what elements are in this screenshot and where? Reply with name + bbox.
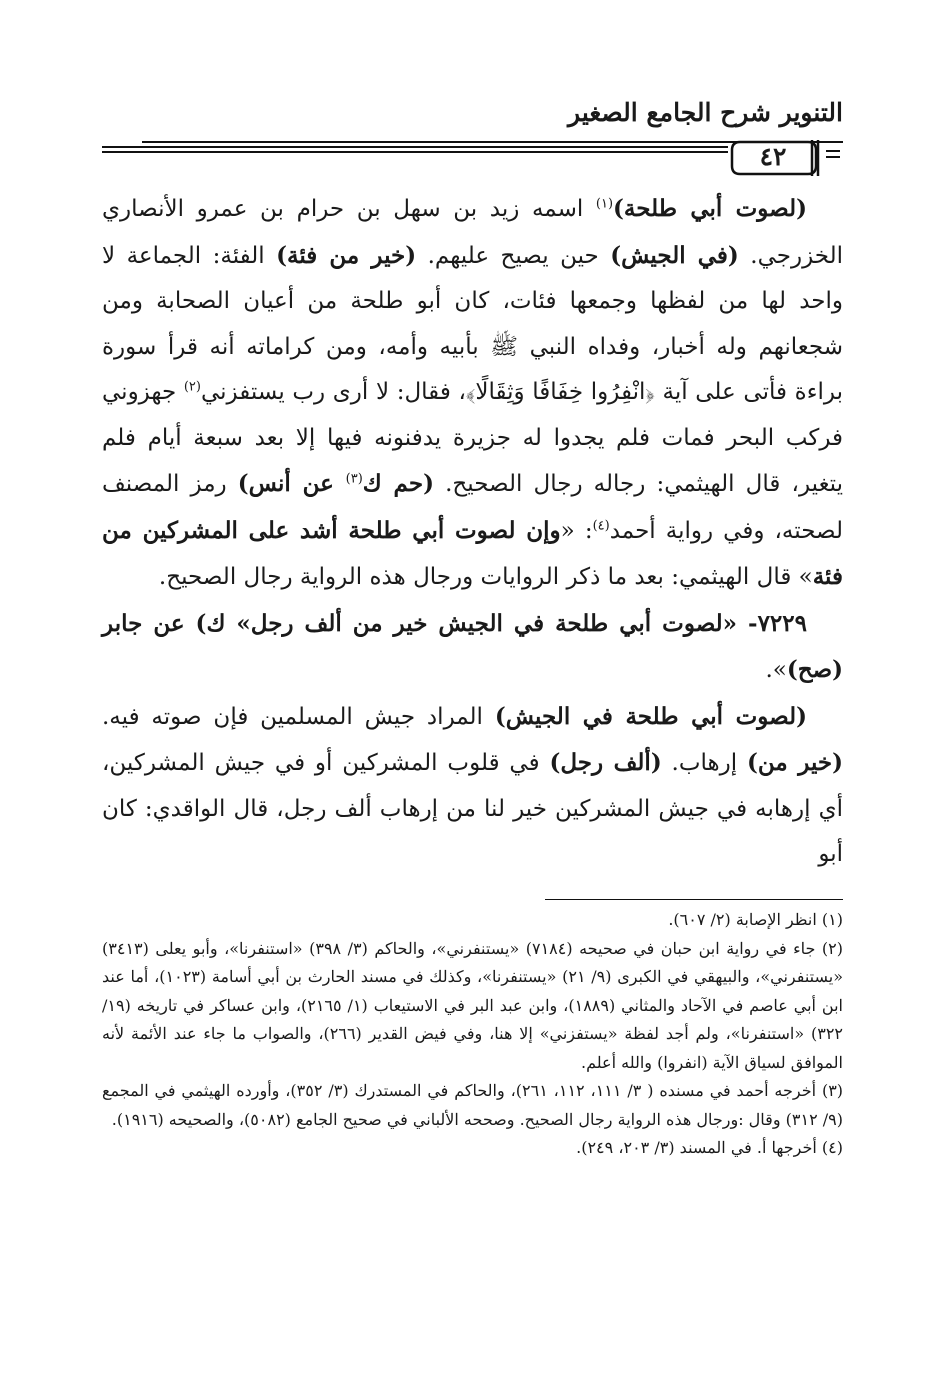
lemma: (في الجيش) xyxy=(610,241,739,269)
footnote-separator xyxy=(545,899,843,900)
lemma: (خير من فئة) xyxy=(276,241,417,269)
footnote-1: (١) انظر الإصابة (٢/ ٦٠٧). xyxy=(668,910,843,929)
source-code: عن أنس) xyxy=(237,470,346,497)
footnote-ref: (٣) xyxy=(345,471,363,487)
paragraph-commentary-1 xyxy=(102,186,843,601)
text-run: اسمه زيد بن سهل بن حرام بن عمرو الأنصاري الخزرجي. xyxy=(102,196,843,269)
lemma: (لصوت أبي طلحة) xyxy=(613,195,807,222)
lemma: (لصوت أبي طلحة في الجيش) xyxy=(494,702,807,730)
footnote-ref: (٢) xyxy=(183,379,201,395)
hadith-text: ٧٢٢٩- «لصوت أبي طلحة في الجيش خير من ألف رجل» ك) عن جابر (صح) xyxy=(102,609,843,683)
paragraph-commentary-2 xyxy=(102,694,843,878)
text-run: رمز المصنف لصحته، وفي رواية أحمد xyxy=(102,471,843,544)
running-title: التنوير شرح الجامع الصغير xyxy=(568,98,843,127)
lemma: (ألف رجل) xyxy=(549,749,662,776)
text-run: المراد جيش المسلمين فإن صوته فيه. xyxy=(102,703,495,730)
text-run: حين يصيح عليهم. xyxy=(416,242,611,269)
page-number-frame xyxy=(728,138,820,178)
header-rule-middle xyxy=(102,146,728,148)
footnotes xyxy=(102,906,843,1163)
text-run: في قلوب المشركين أو في جيش المشركين، أي إرهابه في جيش المشركين خير لنا من إرهاب ألف رجل، قال الواقدي: كان أبو xyxy=(102,750,843,867)
footnote-3: (٣) أخرجه أحمد في مسنده ( ٣/ ١١١، ١١٢، ٢٦١)، والحاكم في المستدرك (٣/ ٣٥٢)، وأورده الهيثمي في المجمع (٩/ ٣١٢) وقال :ورجال هذه الرواية رجال الصحيح. وصححه الألباني في صحيح الجامع (٥٠٨٢)، والصحيحه (١٩١٦). xyxy=(102,1081,844,1129)
text-run: ». xyxy=(765,657,787,683)
header-dash xyxy=(826,150,840,158)
text-run: جهزوني فركب البحر فمات فلم يجدوا له جزيرة يدفنونه فيها إلا بعد سبعة أيام فلم يتغير، قال الهيثمي: رجاله رجال الصحيح. xyxy=(102,379,844,497)
paragraph-hadith-7229 xyxy=(102,601,843,694)
header-rule-bottom xyxy=(102,151,728,153)
quoted-hadith: وإن لصوت أبي طلحة أشد على المشركين من فئة xyxy=(102,516,843,590)
text-run: إرهاب. xyxy=(661,750,747,776)
footnote-2: (٢) جاء في رواية ابن حبان في صحيحه (٧١٨٤) «يستنفرني»، والحاكم (٣/ ٣٩٨) «استنفرنا»، وأبو يعلى (٣٤١٣) «يستنفرني»، والبيهقي في الكبرى (٩/ ٢١) «يستنفرنا»، وكذلك في مسند الحارث بن أبي أسامة (١٠٢٣)، أما عند ابن أبي عاصم في الآحاد والمثاني (١٨٨٩)، وابن عبد البر في الاستيعاب (١/ ٢١٦٥)، وابن عساكر في تاريخه (١٩/ ٣٢٢) «استنفرنا»، ولم أجد لفظة «يستفزني» إلا هنا، وفي فيض القدير (٢٦٦)، والصواب ما جاء عند الأئمة لأنه الموافق لسياق الآية (انفروا) والله أعلم. xyxy=(102,938,844,1072)
source-code: (حم ك xyxy=(362,470,434,497)
lemma: (خير من) xyxy=(747,749,843,776)
text-run: الفئة: الجماعة لا واحد لها من لفظها وجمعها فئات، كان أبو طلحة من أعيان الصحابة ومن شجعانهم وله أخبار، وفداه النبي ﷺ بأبيه وأمه، ومن كراماته أنه قرأ سورة براءة فأتى على آية ﴿انْفِرُوا خِفَافًا وَثِقَالًا﴾، فقال: لا أرى رب يستفزني xyxy=(102,242,843,405)
footnote-ref: (٤) xyxy=(592,517,610,533)
main-text xyxy=(102,186,843,878)
footnote-ref: (١) xyxy=(595,196,614,212)
page-number: ٤٢ xyxy=(759,142,787,171)
text-run: : « xyxy=(560,517,593,544)
text-run: » قال الهيثمي: بعد ما ذكر الروايات ورجال هذه الرواية رجال الصحيح. xyxy=(158,564,813,590)
footnote-4: (٤) أخرجها أ. في المسند (٣/ ٢٠٣، ٢٤٩). xyxy=(576,1138,843,1157)
